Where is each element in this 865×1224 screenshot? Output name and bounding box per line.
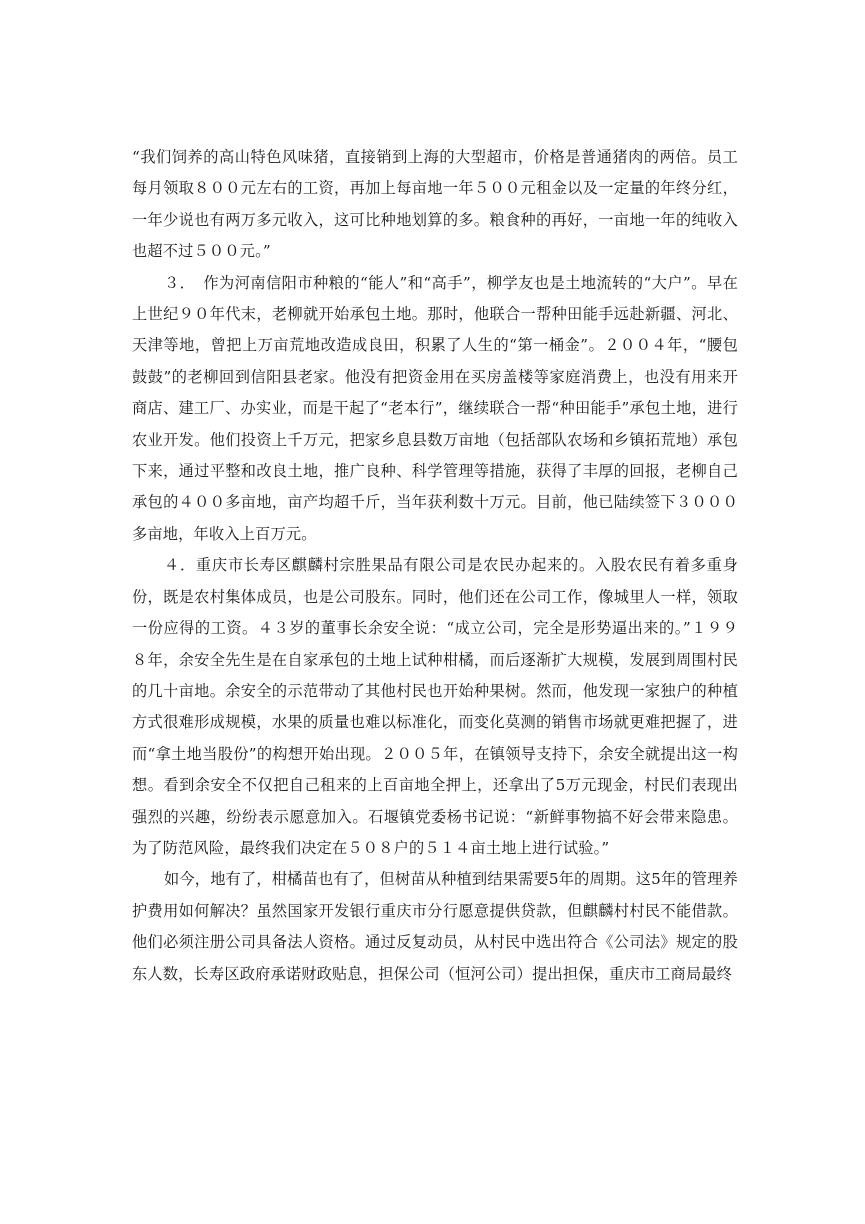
document-page — [132, 142, 738, 990]
paragraph-3-liu-xueyou: ３． 作为河南信阳市种粮的“能人”和“高手”，柳学友也是土地流转的“大户”。早在上世纪９０年代末，老柳就开始承包土地。那时，他联合一帮种田能手远赴新疆、河北、天津等地，曾把上万亩荒地改造成良田，积累了人生的“第一桶金”。２００４年，“腰包鼓鼓”的老柳回到信阳县老家。他没有把资金用在买房盖楼等家庭消费上，也没有用来开商店、建工厂、办实业，而是干起了“老本行”，继续联合一帮“种田能手”承包土地，进行农业开发。他们投资上千万元，把家乡息县数万亩地（包括部队农场和乡镇拓荒地）承包下来，通过平整和改良土地，推广良种、科学管理等措施，获得了丰厚的回报，老柳自己承包的４００多亩地，亩产均超千斤，当年获利数十万元。目前，他已陆续签下３０００多亩地，年收入上百万元。 — [132, 273, 738, 543]
paragraph-quote-pig-farm: “我们饲养的高山特色风味猪，直接销到上海的大型超市，价格是普通猪肉的两倍。员工每月领取８００元左右的工资，再加上每亩地一年５００元租金以及一定量的年终分红，一年少说也有两万多元收入，这可比种地划算的多。粮食种的再好，一亩地一年的纯收入也超不过５００元。” — [132, 148, 738, 261]
paragraph-orange-seedlings: 如今，地有了，柑橘苗也有了，但树苗从种植到结果需要5年的周期。这5年的管理养护费用如何解决？虽然国家开发银行重庆市分行愿意提供贷款，但麒麟村村民不能借款。他们必须注册公司具备法人资格。通过反复动员，从村民中选出符合《公司法》规定的股东人数，长寿区政府承诺财政贴息，担保公司（恒河公司）提出担保，重庆市工商局最终 — [132, 870, 738, 983]
paragraph-4-chongqing-company: ４．重庆市长寿区麒麟村宗胜果品有限公司是农民办起来的。入股农民有着多重身份，既是农村集体成员，也是公司股东。同时，他们还在公司工作，像城里人一样，领取一份应得的工资。４３岁的董事长余安全说：“成立公司，完全是形势逼出来的。”１９９８年，余安全先生是在自家承包的土地上试种柑橘，而后逐渐扩大规模，发展到周围村民的几十亩地。余安全的示范带动了其他村民也开始种果树。然而，他发现一家独户的种植方式很难形成规模，水果的质量也难以标准化，而变化莫测的销售市场就更难把握了，进而“拿土地当股份”的构想开始出现。２００５年，在镇领导支持下，余安全就提出这一构想。看到余安全不仅把自己租来的上百亩地全押上，还拿出了5万元现金，村民们表现出强烈的兴趣，纷纷表示愿意加入。石堰镇党委杨书记说：“新鲜事物搞不好会带来隐患。为了防范风险，最终我们决定在５０８户的５１４亩土地上进行试验。” — [132, 556, 738, 857]
